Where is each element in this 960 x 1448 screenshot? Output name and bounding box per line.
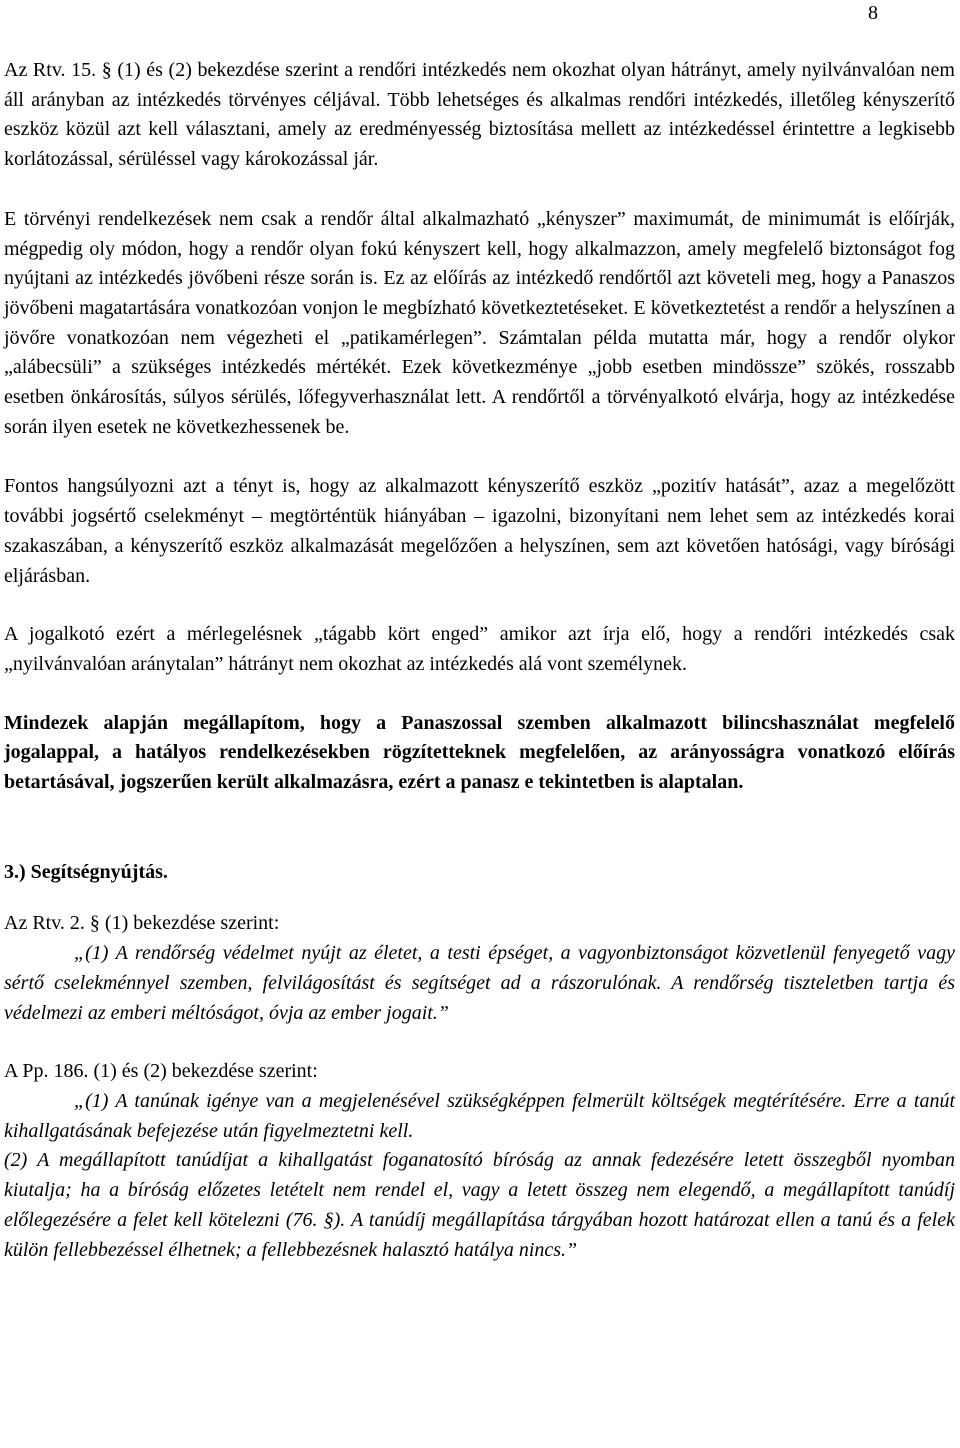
- document-body: [4, 56, 955, 1265]
- paragraph-positive-effect: Fontos hangsúlyozni azt a tényt is, hogy az alkalmazott kényszerítő eszköz „pozitív hatását”, azaz a megelőzött további jogsértő cselekményt – megtörténtük hiányában – igazolni, bizonyítani nem lehet sem az intézkedés korai szakaszában, a kényszerítő eszköz alkalmazását megelőzően a helyszínen, sem azt követően hatósági, vagy bírósági eljárásban.: [4, 475, 955, 587]
- page-number: 8: [868, 2, 878, 24]
- rtv2-quote: „(1) A rendőrség védelmet nyújt az életet, a testi épséget, a vagyonbiztonságot közvetlenül fenyegető vagy sértő cselekménnyel szemben, felvilágosítást és segítséget ad a rászorulónak. A rendőrség tiszteletben tartja és védelmezi az emberi méltóságot, óvja az ember jogait.”: [4, 942, 955, 1024]
- pp186-quote-2: (2) A megállapított tanúdíjat a kihallgatást foganatosító bíróság az annak fedezésére letett összegből nyomban kiutalja; ha a bíróság előzetes letételt nem rendel el, vagy a letett összeg nem elegendő, a megállapított tanúdíj előlegezésére a felet kell kötelezni (76. §). A tanúdíj megállapítása tárgyában hozott határozat ellen a tanú és a felek külön fellebbezéssel élhetnek; a fellebbezésnek halasztó hatálya nincs.”: [4, 1149, 955, 1261]
- pp186-intro: A Pp. 186. (1) és (2) bekezdése szerint:: [4, 1060, 318, 1083]
- paragraph-rtv15: Az Rtv. 15. § (1) és (2) bekezdése szerint a rendőri intézkedés nem okozhat olyan hátrányt, amely nyilvánvalóan nem áll arányban az intézkedés törvényes céljával. Több lehetséges és alkalmas rendőri intézkedés, illetőleg kényszerítő eszköz közül azt kell választani, amely az eredményesség biztosítása mellett az intézkedéssel érintettre a legkisebb korlátozással, sérüléssel vagy károkozással jár.: [4, 59, 955, 171]
- rtv2-intro: Az Rtv. 2. § (1) bekezdése szerint:: [4, 912, 280, 935]
- paragraph-legal-provisions: E törvényi rendelkezések nem csak a rendőr által alkalmazható „kényszer” maximumát, de minimumát is előírják, mégpedig oly módon, hogy a rendőr olyan fokú kényszert kell, hogy alkalmazzon, amely megfelelő biztonságot fog nyújtani az intézkedés jövőbeni része során is. Ez az előírás az intézkedő rendőrtől azt követeli meg, hogy a Panaszos jövőbeni magatartására vonatkozóan vonjon le megbízható következtetéseket. E következtetést a rendőr a helyszínen a jövőre vonatkozóan nem végezheti el „patikamérlegen”. Számtalan példa mutatta már, hogy a rendőr olykor „alábecsüli” a szükséges intézkedés mértékét. Ezek következménye „jobb esetben mindössze” szökés, rosszabb esetben önkárosítás, súlyos sérülés, lőfegyverhasználat lett. A rendőrtől a törvényalkotó elvárja, hogy az intézkedése során ilyen esetek ne következhessenek be.: [4, 207, 955, 438]
- paragraph-legislator: A jogalkotó ezért a mérlegelésnek „tágabb kört enged” amikor azt írja elő, hogy a rendőri intézkedés csak „nyilvánvalóan aránytalan” hátrányt nem okozhat az intézkedés alá vont személynek.: [4, 623, 955, 675]
- paragraph-conclusion: Mindezek alapján megállapítom, hogy a Panaszossal szemben alkalmazott bilincshasználat megfelelő jogalappal, a hatályos rendelkezésekben rögzítetteknek megfelelően, az arányosságra vonatkozó előírás betartásával, jogszerűen került alkalmazásra, ezért a panasz e tekintetben is alaptalan.: [4, 711, 955, 794]
- section-heading: 3.) Segítségnyújtás.: [4, 860, 168, 883]
- pp186-quote-1: „(1) A tanúnak igénye van a megjelenésével szükségképpen felmerült költségek megtérítésére. Erre a tanút kihallgatásának befejezése után figyelmeztetni kell.: [4, 1089, 955, 1142]
